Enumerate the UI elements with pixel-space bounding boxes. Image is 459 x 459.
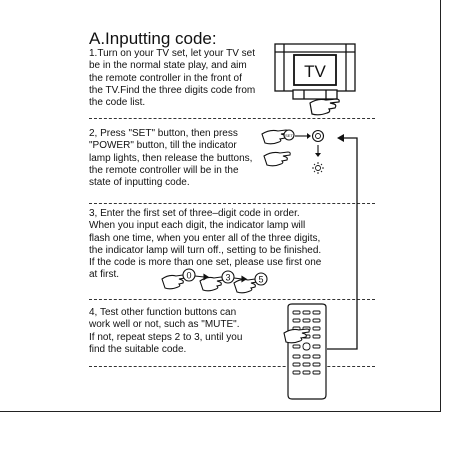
step-line: at first. <box>89 269 120 281</box>
step-line: flash one time, when you enter all of the three digits, <box>89 232 321 244</box>
tv-screen-label: TV <box>304 62 326 81</box>
set-button-label: SET <box>285 133 293 138</box>
step-line: be in the normal state play, and aim <box>89 60 247 72</box>
power-button-icon <box>313 131 324 142</box>
step-line: the code list. <box>89 97 146 109</box>
tv-illustration <box>270 41 360 117</box>
frame-right-border <box>440 0 441 412</box>
digit-label: 3 <box>225 272 231 283</box>
loop-arrow <box>325 135 365 351</box>
step-line: find the suitable code. <box>89 343 187 355</box>
set-button-icon <box>284 130 294 140</box>
arrow-icon <box>337 134 344 142</box>
digit-label: 5 <box>258 274 264 285</box>
step-line: the remote controller will be in the <box>89 164 239 176</box>
arrow-icon <box>327 138 357 349</box>
indicator-lamp-icon <box>312 162 324 174</box>
digit-label: 0 <box>186 270 192 281</box>
step-line: the indicator lamp will turn off., setting to be finished. <box>89 244 322 256</box>
frame-bottom-border <box>0 411 441 412</box>
step-line: If the code is more than one set, please use first one <box>89 257 322 269</box>
divider <box>89 366 375 367</box>
step-line: If not, repeat steps 2 to 3, until you <box>89 331 243 343</box>
step-line: state of inputting code. <box>89 177 190 189</box>
arrow-icon <box>307 133 311 139</box>
remote-control-icon <box>288 304 326 399</box>
step-line: the TV.Find the three digits code from <box>89 84 256 96</box>
step-2-text <box>89 128 252 189</box>
step-line: 2, Press "SET" button, then press <box>89 128 238 139</box>
divider <box>89 118 375 119</box>
step-line: 4, Test other function buttons can <box>89 307 237 318</box>
hand-pointer-icon <box>310 99 339 115</box>
step-line: 1.Turn on your TV set, let your TV set <box>89 48 256 59</box>
step-line: 3, Enter the first set of three–digit code in order. <box>89 208 300 219</box>
step-line: lamp lights, then release the buttons, <box>89 152 253 164</box>
step-4-text <box>89 307 242 356</box>
step-line: the remote controller in the front of <box>89 72 242 84</box>
step-line: "POWER" button, till the indicator <box>89 140 237 152</box>
step-1-text <box>89 48 255 109</box>
step-line: When you input each digit, the indicator lamp will <box>89 220 306 232</box>
arrow-icon <box>315 153 321 157</box>
digit-entry-illustration <box>160 266 270 296</box>
step-line: work well or not, such as "MUTE". <box>89 319 240 331</box>
page-title: A.Inputting code: <box>89 29 217 48</box>
